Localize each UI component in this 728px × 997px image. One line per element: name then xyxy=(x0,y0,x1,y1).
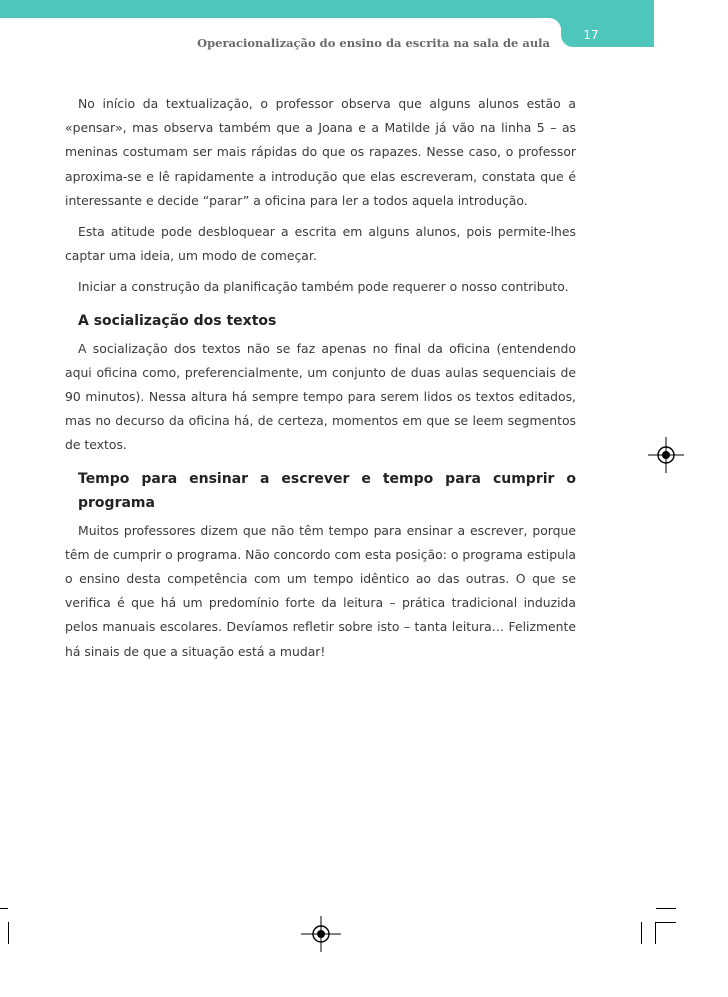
paragraph: No início da textualização, o professor observa que alguns alunos estão a «pensar», mas observa também que a Joana e a Matilde já vão na linha 5 – as meninas costumam ser mais rápidas do que os rapazes. Nesse caso, o professor aproxima-se e lê rapidamente a introdução que elas escreveram, constata que é interessante e decide “parar” a oficina para ler a todos aquela introdução. xyxy=(65,96,576,208)
paragraph: Iniciar a construção da planificação também pode requerer o nosso contributo. xyxy=(78,279,569,295)
crop-mark-icon xyxy=(656,922,676,923)
crop-mark-icon xyxy=(641,922,642,944)
crop-mark-icon xyxy=(656,908,676,909)
section-heading: A socialização dos textos xyxy=(78,312,277,329)
paragraph: A socialização dos textos não se faz apenas no final da oficina (entendendo aqui oficina como, preferencialmente, um conjunto de duas aulas sequenciais de 90 minutos). Nessa altura há sempre tempo para serem lidos os textos editados, mas no decurso da oficina há, de certeza, momentos em que se leem segmentos de textos. xyxy=(65,340,576,453)
crop-mark-icon xyxy=(655,922,656,944)
header-curve xyxy=(0,18,561,30)
crop-mark-icon xyxy=(0,908,8,909)
registration-mark-icon xyxy=(648,437,684,473)
running-title: Operacionalização do ensino da escrita na sala de aula xyxy=(197,36,550,50)
paragraph: Muitos professores dizem que não têm tempo para ensinar a escrever, porque têm de cumprir o programa. Não concordo com esta posição: o programa estipula o ensino desta competência com um tempo idêntico ao das outras. O que se verifica é que há um predomínio forte da leitura – prática tradicional induzida pelos manuais escolares. Devíamos refletir sobre isto – tanta leitura… Felizmente há sinais de que a situação está a mudar! xyxy=(65,522,576,659)
page-number: 17 xyxy=(583,28,599,42)
registration-mark-icon xyxy=(301,916,341,952)
main-text xyxy=(65,92,576,671)
crop-mark-icon xyxy=(8,922,9,944)
section-heading: Tempo para ensinar a escrever e tempo para cumprir o programa xyxy=(78,470,576,511)
paragraph: Esta atitude pode desbloquear a escrita em alguns alunos, pois permite-lhes captar uma ideia, um modo de começar. xyxy=(65,224,576,264)
